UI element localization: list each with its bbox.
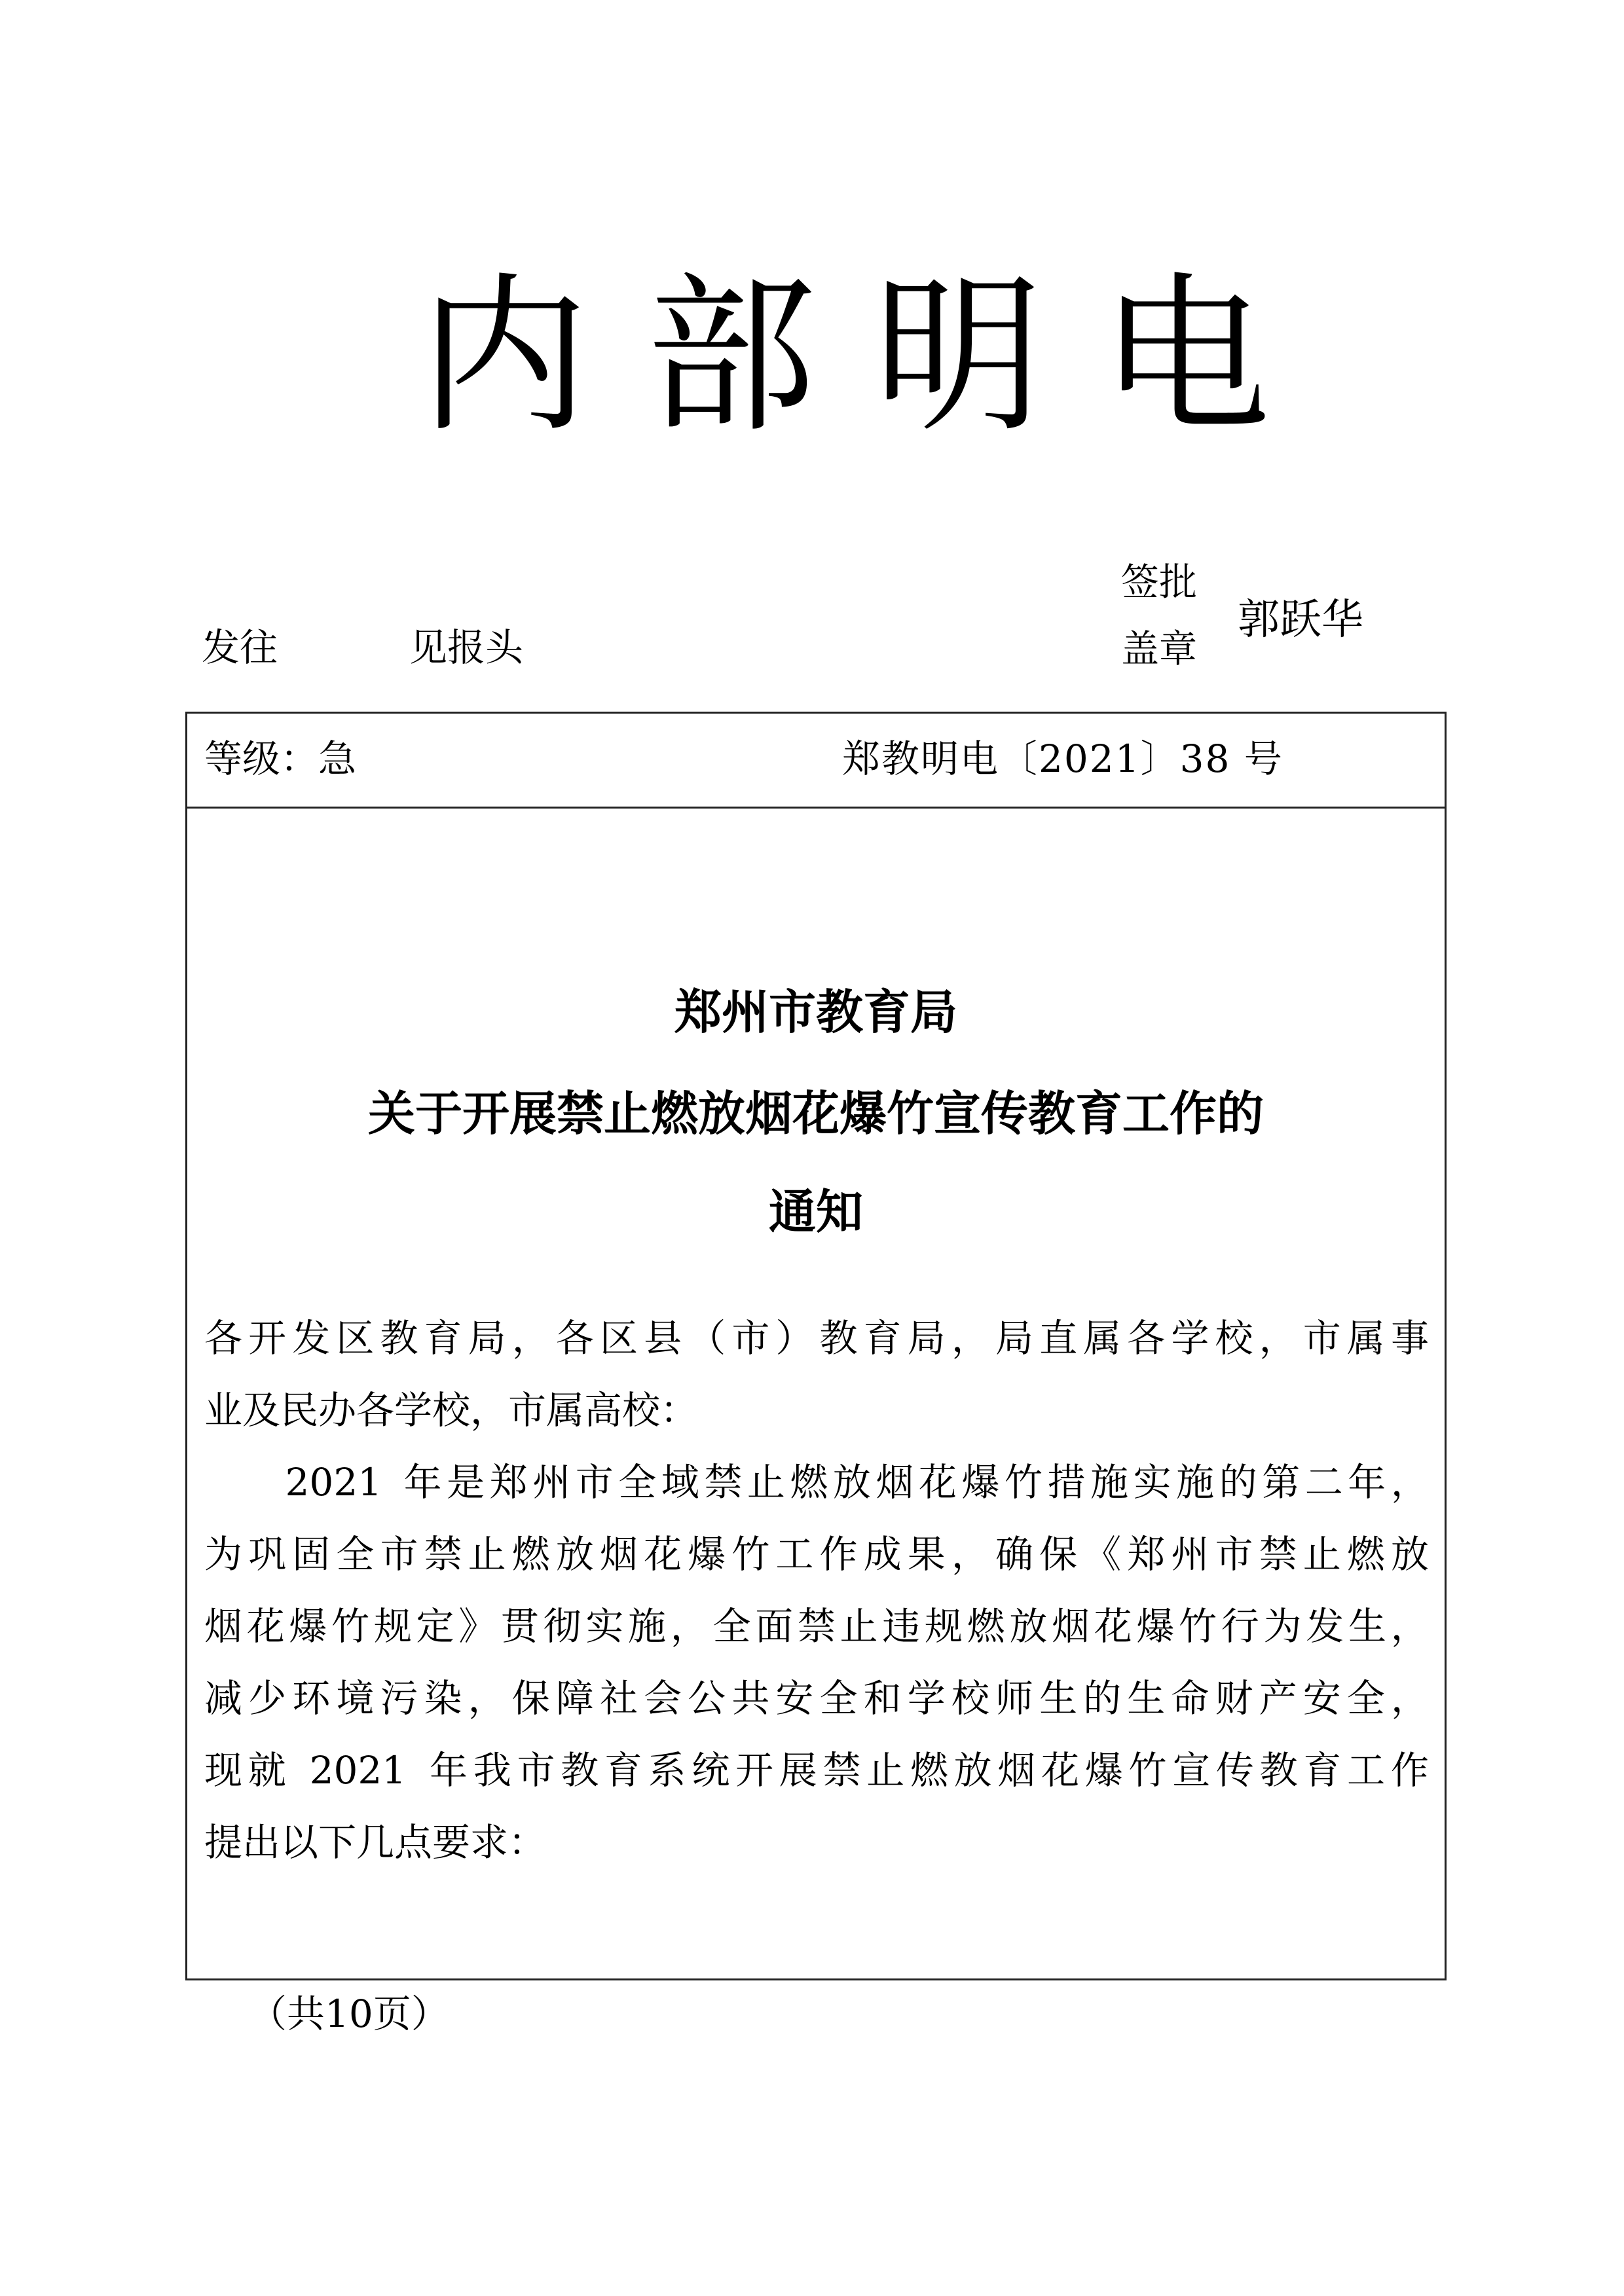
notice-title-line-3: 通知 — [768, 1184, 863, 1239]
document-box — [185, 712, 1447, 1980]
body-line: 为 巩 固 全 市 禁 止 燃 放 烟 花 爆 竹 工 作 成 果 ， 确 保 《 郑 州 市 禁 止 燃 放 — [204, 1532, 1429, 1576]
page-count: （共10页） — [249, 1992, 449, 2036]
body-line: 现 就 2021 年 我 市 教 育 系 统 开 展 禁 止 燃 放 烟 花 爆 竹 宣 传 教 育 工 作 — [204, 1748, 1429, 1793]
send-to-label: 发往 — [202, 625, 278, 670]
notice-title-line-2: 关于开展禁止燃放烟花爆竹宣传教育工作的 — [367, 1086, 1264, 1141]
body-line: 烟 花 爆 竹 规 定 》 贯 彻 实 施 ， 全 面 禁 止 违 规 燃 放 烟 花 爆 竹 行 为 发 生 ， — [204, 1604, 1429, 1649]
body-line: 2021 年 是 郑 州 市 全 域 禁 止 燃 放 烟 花 爆 竹 措 施 实 施 的 第 二 年 ， — [285, 1460, 1429, 1504]
body-line: 减 少 环 境 污 染 ， 保 障 社 会 公 共 安 全 和 学 校 师 生 的 生 命 财 产 安 全 ， — [204, 1676, 1429, 1721]
header-title-char: 明 — [873, 258, 1044, 456]
urgency-grade: 等级：急 — [204, 737, 357, 781]
header-title-char: 电 — [1099, 258, 1270, 456]
document-number: 郑教明电〔2021〕38 号 — [842, 737, 1283, 781]
header-title-char: 内 — [419, 258, 589, 456]
approval-label-seal: 盖章 — [1121, 627, 1198, 671]
body-line: 业及民办各学校，市属高校： — [204, 1388, 699, 1432]
send-to-value: 见报头 — [409, 625, 524, 670]
header-title-char: 部 — [646, 258, 817, 456]
document-header-title — [419, 259, 1270, 455]
box-divider — [187, 807, 1445, 809]
body-line: 提出以下几点要求： — [204, 1820, 547, 1865]
approver-signature: 郭跃华 — [1238, 596, 1363, 644]
approval-label-sign: 签批 — [1121, 560, 1198, 604]
notice-title-line-1: 郑州市教育局 — [674, 985, 957, 1040]
body-line: 各 开 发 区 教 育 局 ， 各 区 县 （ 市 ） 教 育 局 ， 局 直 属 各 学 校 ， 市 属 事 — [204, 1316, 1429, 1360]
